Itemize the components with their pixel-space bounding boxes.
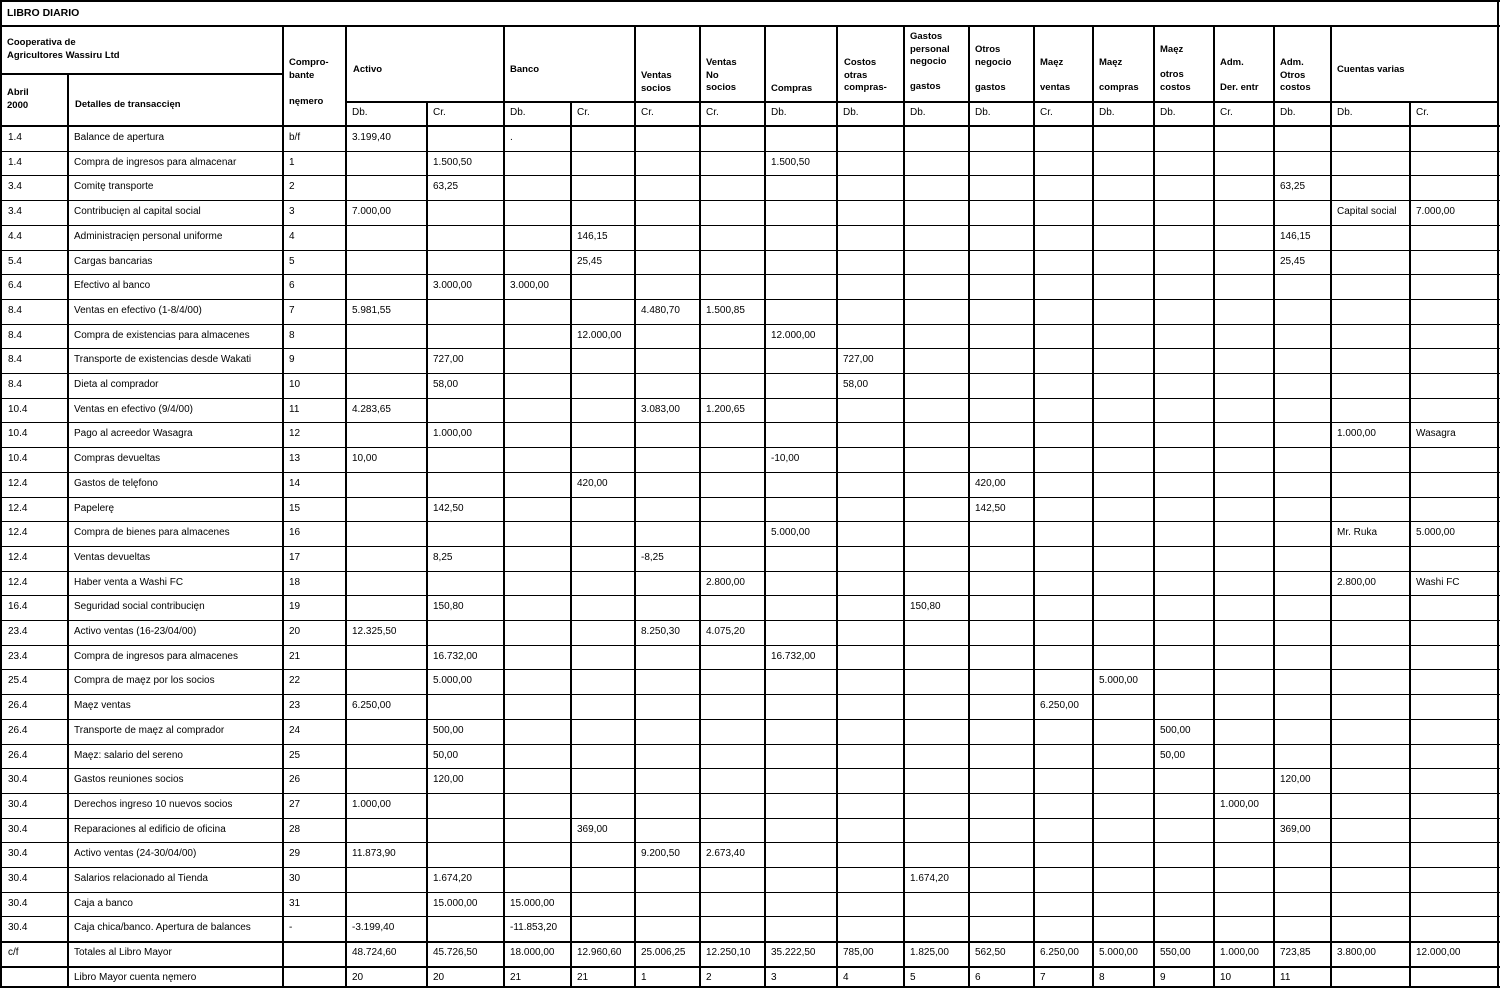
amount-cell: 2.673,40 xyxy=(706,848,745,859)
voucher-cell: 29 xyxy=(289,848,301,859)
row-rule xyxy=(0,521,1500,522)
date-cell: 16.4 xyxy=(8,601,28,612)
detail-cell: Maęz: salario del sereno xyxy=(74,750,183,761)
voucher-cell: 14 xyxy=(289,478,301,489)
amount-cell: 3 xyxy=(771,972,777,983)
row-rule xyxy=(0,447,1500,448)
amount-cell: 369,00 xyxy=(1280,824,1311,835)
adm-der-entr-header: Adm. Der. entr xyxy=(1220,57,1259,93)
row-rule xyxy=(0,472,1500,473)
amount-cell: 150,80 xyxy=(910,601,941,612)
amount-cell: 5.000,00 xyxy=(1416,527,1455,538)
ventas-socios-header: Ventas socios xyxy=(641,70,672,94)
debit-credit-label: Cr. xyxy=(1220,107,1233,118)
date-cell: 26.4 xyxy=(8,725,28,736)
voucher-cell: - xyxy=(289,922,293,933)
amount-cell: 562,50 xyxy=(975,947,1006,958)
amount-cell: 5.000,00 xyxy=(433,675,472,686)
detail-cell: Administracięn personal uniforme xyxy=(74,231,223,242)
date-cell: 8.4 xyxy=(8,305,22,316)
detail-cell: Activo ventas (16-23/04/00) xyxy=(74,626,197,637)
detail-cell: Ventas en efectivo (1-8/4/00) xyxy=(74,305,202,316)
voucher-cell: 1 xyxy=(289,157,295,168)
amount-cell: 58,00 xyxy=(843,379,869,390)
detail-cell: Cargas bancarias xyxy=(74,256,153,267)
border-right xyxy=(1497,0,1499,988)
voucher-cell: 26 xyxy=(289,774,301,785)
voucher-cell: 12 xyxy=(289,428,301,439)
voucher-cell: b/f xyxy=(289,132,301,143)
amount-cell: 12.325,50 xyxy=(352,626,397,637)
detail-cell: Haber venta a Washi FC xyxy=(74,577,184,588)
amount-cell: . xyxy=(510,132,513,143)
amount-cell: 142,50 xyxy=(975,503,1006,514)
detail-cell: Maęz ventas xyxy=(74,700,131,711)
amount-cell: Mr. Ruka xyxy=(1337,527,1378,538)
activo-header: Activo xyxy=(353,64,383,75)
cooperative-name: Cooperativa de Agricultores Wassiru Ltd xyxy=(7,37,120,61)
amount-cell: 150,80 xyxy=(433,601,464,612)
amount-cell: 1.000,00 xyxy=(1220,947,1259,958)
voucher-cell: 25 xyxy=(289,750,301,761)
voucher-cell: 10 xyxy=(289,379,301,390)
detail-cell: Pago al acreedor Wasagra xyxy=(74,428,193,439)
detail-cell: Dieta al comprador xyxy=(74,379,159,390)
amount-cell: 1.500,50 xyxy=(433,157,472,168)
amount-cell: 20 xyxy=(352,972,364,983)
amount-cell: 5.000,00 xyxy=(771,527,810,538)
amount-cell: 8,25 xyxy=(433,552,453,563)
row-rule xyxy=(0,818,1500,819)
amount-cell: 25.006,25 xyxy=(641,947,686,958)
voucher-cell: 23 xyxy=(289,700,301,711)
debit-credit-label: Cr. xyxy=(706,107,719,118)
amount-cell: 500,00 xyxy=(1160,725,1191,736)
date-cell: 12.4 xyxy=(8,478,28,489)
detail-cell: Derechos ingreso 10 nuevos socios xyxy=(74,799,233,810)
amount-cell: 2.800,00 xyxy=(1337,577,1376,588)
voucher-cell: 8 xyxy=(289,330,295,341)
voucher-cell: 13 xyxy=(289,453,301,464)
amount-cell: 5.000,00 xyxy=(1099,675,1138,686)
date-cell: 30.4 xyxy=(8,824,28,835)
amount-cell: 12.960,60 xyxy=(577,947,622,958)
row-rule xyxy=(0,398,1500,399)
row-rule xyxy=(0,620,1500,621)
date-cell: 26.4 xyxy=(8,750,28,761)
detail-cell: Compra de ingresos para almacenes xyxy=(74,651,238,662)
border-left xyxy=(0,0,2,988)
amount-cell: 6.250,00 xyxy=(1040,700,1079,711)
debit-credit-label: Cr. xyxy=(433,107,446,118)
voucher-cell: 28 xyxy=(289,824,301,835)
amount-cell: 1.000,00 xyxy=(352,799,391,810)
details-column-header: Detalles de transaccięn xyxy=(75,99,181,110)
voucher-cell: 15 xyxy=(289,503,301,514)
debit-credit-label: Db. xyxy=(975,107,991,118)
voucher-number-label: nęmero xyxy=(289,96,324,107)
amount-cell: 45.726,50 xyxy=(433,947,478,958)
date-cell: 23.4 xyxy=(8,626,28,637)
amount-cell: 785,00 xyxy=(843,947,874,958)
amount-cell: 727,00 xyxy=(433,354,464,365)
date-cell: 8.4 xyxy=(8,354,22,365)
amount-cell: 3.000,00 xyxy=(433,280,472,291)
amount-cell: 3.000,00 xyxy=(510,280,549,291)
row-rule xyxy=(0,645,1500,646)
amount-cell: -10,00 xyxy=(771,453,800,464)
row-rule xyxy=(0,694,1500,695)
amount-cell: 5 xyxy=(910,972,916,983)
title-rule xyxy=(0,25,1500,27)
debit-credit-label: Db. xyxy=(910,107,926,118)
coop-rule xyxy=(1,73,283,75)
date-cell: 10.4 xyxy=(8,404,28,415)
amount-cell: 63,25 xyxy=(1280,181,1306,192)
amount-cell: 7.000,00 xyxy=(1416,206,1455,217)
row-rule xyxy=(0,175,1500,176)
amount-cell: 1.000,00 xyxy=(1337,428,1376,439)
voucher-cell: 9 xyxy=(289,354,295,365)
amount-cell: 1.825,00 xyxy=(910,947,949,958)
amount-cell: 15.000,00 xyxy=(510,898,555,909)
date-cell: 30.4 xyxy=(8,922,28,933)
date-cell: 12.4 xyxy=(8,577,28,588)
amount-cell: 4.480,70 xyxy=(641,305,680,316)
row-rule xyxy=(0,299,1500,300)
amount-cell: 420,00 xyxy=(577,478,608,489)
amount-cell: 3.083,00 xyxy=(641,404,680,415)
amount-cell: 1.000,00 xyxy=(1220,799,1259,810)
date-cell: 10.4 xyxy=(8,453,28,464)
detail-cell: Ventas devueltas xyxy=(74,552,151,563)
detail-cell: Seguridad social contribucięn xyxy=(74,601,205,612)
ledger-title: LIBRO DIARIO xyxy=(7,7,80,19)
amount-cell: 25,45 xyxy=(1280,256,1306,267)
debit-credit-label: Db. xyxy=(1160,107,1176,118)
amount-cell: 5.981,55 xyxy=(352,305,391,316)
voucher-cell: 21 xyxy=(289,651,301,662)
amount-cell: 420,00 xyxy=(975,478,1006,489)
voucher-cell: 31 xyxy=(289,898,301,909)
debit-credit-label: Db. xyxy=(1280,107,1296,118)
amount-cell: 7.000,00 xyxy=(352,206,391,217)
amount-cell: 50,00 xyxy=(433,750,459,761)
detail-cell: Contribucięn al capital social xyxy=(74,206,201,217)
voucher-cell: 3 xyxy=(289,206,295,217)
adm-otros-costos-header: Adm. Otros costos xyxy=(1280,57,1311,93)
column-rule xyxy=(1409,102,1411,986)
detail-cell: Caja a banco xyxy=(74,898,133,909)
row-rule xyxy=(0,768,1500,769)
row-rule xyxy=(0,546,1500,547)
row-rule xyxy=(0,867,1500,868)
detail-cell: Compra de ingresos para almacenar xyxy=(74,157,237,168)
amount-cell: 1.000,00 xyxy=(433,428,472,439)
debit-credit-label: Db. xyxy=(1337,107,1353,118)
date-cell: 30.4 xyxy=(8,873,28,884)
detail-cell: Salarios relacionado al Tienda xyxy=(74,873,208,884)
amount-cell: 12.000,00 xyxy=(577,330,622,341)
debit-credit-label: Db. xyxy=(1099,107,1115,118)
debit-credit-label: Db. xyxy=(510,107,526,118)
amount-cell: 146,15 xyxy=(1280,231,1311,242)
detail-cell: Activo ventas (24-30/04/00) xyxy=(74,848,197,859)
voucher-cell: 7 xyxy=(289,305,295,316)
row-rule xyxy=(0,324,1500,325)
amount-cell: 9.200,50 xyxy=(641,848,680,859)
amount-cell: 1.200,65 xyxy=(706,404,745,415)
date-cell: 6.4 xyxy=(8,280,22,291)
column-rule xyxy=(67,74,69,986)
row-rule xyxy=(0,225,1500,226)
row-rule xyxy=(0,669,1500,670)
amount-cell: 1.674,20 xyxy=(910,873,949,884)
voucher-cell: 2 xyxy=(289,181,295,192)
voucher-cell: 27 xyxy=(289,799,301,810)
amount-cell: 10 xyxy=(1220,972,1232,983)
debit-credit-label: Db. xyxy=(843,107,859,118)
date-cell: 12.4 xyxy=(8,527,28,538)
amount-cell: 5.000,00 xyxy=(1099,947,1138,958)
voucher-cell: 4 xyxy=(289,231,295,242)
detail-cell: Libro Mayor cuenta nęmero xyxy=(74,972,197,983)
amount-cell: 16.732,00 xyxy=(771,651,816,662)
detail-cell: Gastos de telęfono xyxy=(74,478,158,489)
detail-cell: Gastos reuniones socios xyxy=(74,774,184,785)
amount-cell: -11.853,20 xyxy=(510,922,558,933)
amount-cell: 120,00 xyxy=(1280,774,1311,785)
amount-cell: 3.800,00 xyxy=(1337,947,1376,958)
voucher-cell: 19 xyxy=(289,601,301,612)
maiz-compras-header: Maęz compras xyxy=(1099,57,1139,93)
row-rule xyxy=(0,966,1500,968)
row-rule xyxy=(0,250,1500,251)
amount-cell: 9 xyxy=(1160,972,1166,983)
amount-cell: 8.250,30 xyxy=(641,626,680,637)
amount-cell: 3.199,40 xyxy=(352,132,391,143)
column-rule xyxy=(570,102,572,986)
voucher-cell: 5 xyxy=(289,256,295,267)
debit-credit-label: Cr. xyxy=(641,107,654,118)
amount-cell: 6 xyxy=(975,972,981,983)
row-rule xyxy=(0,497,1500,498)
row-rule xyxy=(0,793,1500,794)
row-rule xyxy=(0,595,1500,596)
amount-cell: 12.000,00 xyxy=(1416,947,1461,958)
amount-cell: 12.250,10 xyxy=(706,947,751,958)
amount-cell: 21 xyxy=(510,972,522,983)
maiz-otros-costos-header: Maęz otros costos xyxy=(1160,44,1191,93)
amount-cell: 11 xyxy=(1280,972,1291,983)
banco-header: Banco xyxy=(510,64,540,75)
amount-cell: 1.500,85 xyxy=(706,305,745,316)
amount-cell: 21 xyxy=(577,972,589,983)
detail-cell: Compra de bienes para almacenes xyxy=(74,527,230,538)
detail-cell: Transporte de existencias desde Wakati xyxy=(74,354,252,365)
detail-cell: Ventas en efectivo (9/4/00) xyxy=(74,404,193,415)
amount-cell: 25,45 xyxy=(577,256,603,267)
detail-cell: Totales al Libro Mayor xyxy=(74,947,172,958)
debit-credit-label: Cr. xyxy=(1040,107,1053,118)
row-rule xyxy=(0,151,1500,152)
voucher-cell: 30 xyxy=(289,873,301,884)
amount-cell: 2.800,00 xyxy=(706,577,745,588)
amount-cell: 146,15 xyxy=(577,231,608,242)
voucher-cell: 24 xyxy=(289,725,301,736)
voucher-cell: 16 xyxy=(289,527,301,538)
ventas-no-socios-header: Ventas No socios xyxy=(706,57,737,93)
debit-credit-label: Cr. xyxy=(577,107,590,118)
amount-cell: 6.250,00 xyxy=(352,700,391,711)
debit-credit-label: Db. xyxy=(352,107,368,118)
amount-cell: 15.000,00 xyxy=(433,898,478,909)
row-rule xyxy=(0,373,1500,374)
amount-cell: 500,00 xyxy=(433,725,464,736)
date-cell: 30.4 xyxy=(8,898,28,909)
detail-cell: Comitę transporte xyxy=(74,181,154,192)
amount-cell: 2 xyxy=(706,972,712,983)
date-cell: c/f xyxy=(8,947,19,958)
otros-negocio-header: Otros negocio gastos xyxy=(975,44,1012,93)
amount-cell: 1.500,50 xyxy=(771,157,810,168)
date-cell: 1.4 xyxy=(8,157,22,168)
detail-cell: Efectivo al banco xyxy=(74,280,151,291)
amount-cell: Capital social xyxy=(1337,206,1397,217)
voucher-cell: 11 xyxy=(289,404,300,415)
amount-cell: 11.873,90 xyxy=(352,848,396,859)
detail-cell: Transporte de maęz al comprador xyxy=(74,725,225,736)
amount-cell: 35.222,50 xyxy=(771,947,816,958)
row-rule xyxy=(0,200,1500,201)
date-cell: 26.4 xyxy=(8,700,28,711)
column-rule xyxy=(426,102,428,986)
row-rule xyxy=(0,941,1500,943)
amount-cell: 58,00 xyxy=(433,379,459,390)
date-cell: 25.4 xyxy=(8,675,28,686)
row-rule xyxy=(0,892,1500,893)
detail-cell: Compras devueltas xyxy=(74,453,161,464)
amount-cell: 369,00 xyxy=(577,824,608,835)
amount-cell: 4.075,20 xyxy=(706,626,745,637)
amount-cell: 550,00 xyxy=(1160,947,1191,958)
date-cell: 1.4 xyxy=(8,132,22,143)
detail-cell: Balance de apertura xyxy=(74,132,165,143)
amount-cell: 63,25 xyxy=(433,181,459,192)
date-cell: 3.4 xyxy=(8,206,22,217)
compras-header: Compras xyxy=(771,83,813,94)
row-rule xyxy=(0,348,1500,349)
amount-cell: 16.732,00 xyxy=(433,651,478,662)
date-cell: 30.4 xyxy=(8,774,28,785)
row-rule xyxy=(0,571,1500,572)
date-cell: 12.4 xyxy=(8,503,28,514)
date-cell: 23.4 xyxy=(8,651,28,662)
header-bottom-rule xyxy=(0,125,1500,127)
row-rule xyxy=(0,274,1500,275)
amount-cell: Washi FC xyxy=(1416,577,1460,588)
date-cell: 5.4 xyxy=(8,256,22,267)
costos-otras-compras-header: Costos otras compras- xyxy=(844,57,887,93)
row-rule xyxy=(0,422,1500,423)
amount-cell: 12.000,00 xyxy=(771,330,816,341)
voucher-cell: 18 xyxy=(289,577,301,588)
voucher-cell: 6 xyxy=(289,280,295,291)
amount-cell: -8,25 xyxy=(641,552,664,563)
amount-cell: 4 xyxy=(843,972,849,983)
detail-cell: Compra de maęz por los socios xyxy=(74,675,215,686)
amount-cell: -3.199,40 xyxy=(352,922,395,933)
date-cell: 30.4 xyxy=(8,799,28,810)
amount-cell: 727,00 xyxy=(843,354,874,365)
date-cell: 30.4 xyxy=(8,848,28,859)
amount-cell: 18.000,00 xyxy=(510,947,555,958)
subheader-rule xyxy=(345,101,1497,103)
gastos-personal-header: Gastos personal negocio gastos xyxy=(910,31,950,92)
date-cell: 10.4 xyxy=(8,428,28,439)
voucher-cell: 22 xyxy=(289,675,301,686)
amount-cell: 120,00 xyxy=(433,774,464,785)
date-cell: 3.4 xyxy=(8,181,22,192)
date-cell: 12.4 xyxy=(8,552,28,563)
amount-cell: 48.724,60 xyxy=(352,947,397,958)
amount-cell: 4.283,65 xyxy=(352,404,391,415)
voucher-cell: 20 xyxy=(289,626,301,637)
amount-cell: 50,00 xyxy=(1160,750,1186,761)
row-rule xyxy=(0,744,1500,745)
voucher-cell: 17 xyxy=(289,552,301,563)
row-rule xyxy=(0,719,1500,720)
date-column-header: Abril 2000 xyxy=(7,87,29,111)
border-top xyxy=(0,0,1500,2)
date-cell: 8.4 xyxy=(8,379,22,390)
amount-cell: 142,50 xyxy=(433,503,464,514)
detail-cell: Reparaciones al edificio de oficina xyxy=(74,824,226,835)
amount-cell: 7 xyxy=(1040,972,1046,983)
amount-cell: 6.250,00 xyxy=(1040,947,1079,958)
voucher-column-header: Compro- bante xyxy=(289,57,329,81)
detail-cell: Caja chica/banco. Apertura de balances xyxy=(74,922,251,933)
maiz-ventas-header: Maęz ventas xyxy=(1040,57,1071,93)
amount-cell: 10,00 xyxy=(352,453,378,464)
date-cell: 4.4 xyxy=(8,231,22,242)
debit-credit-label: Cr. xyxy=(1416,107,1429,118)
date-cell: 8.4 xyxy=(8,330,22,341)
amount-cell: 1 xyxy=(641,972,647,983)
amount-cell: 20 xyxy=(433,972,445,983)
amount-cell: 723,85 xyxy=(1280,947,1311,958)
debit-credit-label: Db. xyxy=(771,107,787,118)
detail-cell: Compra de existencias para almacenes xyxy=(74,330,250,341)
amount-cell: 8 xyxy=(1099,972,1105,983)
row-rule xyxy=(0,842,1500,843)
detail-cell: Papelerę xyxy=(74,503,115,514)
amount-cell: 1.674,20 xyxy=(433,873,472,884)
row-rule xyxy=(0,916,1500,917)
cuentas-varias-header: Cuentas varias xyxy=(1337,64,1405,75)
amount-cell: Wasagra xyxy=(1416,428,1456,439)
